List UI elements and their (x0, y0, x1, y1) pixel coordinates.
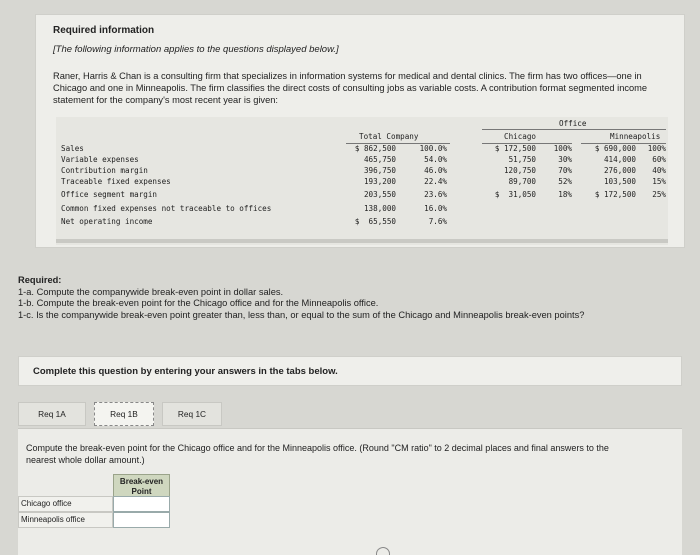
total-amount: 138,000 (363, 204, 396, 213)
label-contribution-margin: Contribution margin (61, 166, 148, 175)
minneapolis-percent: 25% (652, 190, 666, 199)
minneapolis-amount: 276,000 (603, 166, 636, 175)
total-amount: $ 862,500 (354, 144, 396, 153)
chicago-percent: 30% (558, 155, 572, 164)
label-sales: Sales (61, 144, 84, 153)
label-common-fixed: Common fixed expenses not traceable to offices (61, 204, 272, 213)
complete-instructions-panel (18, 356, 682, 386)
minneapolis-percent: 100% (647, 144, 666, 153)
chicago-percent: 52% (558, 177, 572, 186)
chicago-percent: 70% (558, 166, 572, 175)
total-amount: $ 65,550 (354, 217, 396, 226)
required-heading: Required: (18, 275, 62, 285)
office-header: Office (559, 119, 587, 128)
total-company-header: Total Company (359, 132, 419, 141)
minneapolis-percent: 15% (652, 177, 666, 186)
statement-divider (56, 239, 668, 243)
total-amount: 203,550 (363, 190, 396, 199)
table-row (18, 512, 170, 528)
total-amount: 396,750 (363, 166, 396, 175)
minneapolis-amount: $ 172,500 (594, 190, 636, 199)
required-item-1c: 1-c. Is the companywide break-even point greater than, less than, or equal to the sum of the Chicago and Minneapolis break-even points? (18, 309, 585, 320)
required-information-title: Required information (53, 25, 155, 36)
chicago-amount: $ 172,500 (494, 144, 536, 153)
chicago-percent: 100% (553, 144, 572, 153)
tab-req-1a[interactable]: Req 1A (18, 402, 86, 426)
chicago-break-even-input[interactable] (113, 496, 170, 512)
label-traceable-fixed: Traceable fixed expenses (61, 177, 171, 186)
required-item-1a: 1-a. Compute the companywide break-even point in dollar sales. (18, 286, 284, 297)
tab-req-1b[interactable]: Req 1B (94, 402, 154, 426)
row-label-minneapolis: Minneapolis office (18, 512, 113, 528)
chicago-amount: $ 31,050 (494, 190, 536, 199)
required-item-1b: 1-b. Compute the break-even point for the Chicago office and for the Minneapolis office. (18, 298, 379, 308)
total-percent: 54.0% (424, 155, 447, 164)
minneapolis-break-even-input[interactable] (113, 512, 170, 528)
chicago-amount: 51,750 (508, 155, 536, 164)
chicago-amount: 120,750 (503, 166, 536, 175)
tab-req-1c[interactable]: Req 1C (162, 402, 222, 426)
partial-icon (376, 547, 390, 555)
total-percent: 23.6% (424, 190, 447, 199)
required-section (18, 275, 682, 321)
minneapolis-amount: 414,000 (603, 155, 636, 164)
minneapolis-amount: 103,500 (603, 177, 636, 186)
complete-instructions-text: Complete this question by entering your answers in the tabs below. (33, 366, 338, 377)
label-net-operating-income: Net operating income (61, 217, 153, 226)
chicago-percent: 18% (558, 190, 572, 199)
total-percent: 46.0% (424, 166, 447, 175)
segmented-income-statement (56, 117, 668, 245)
total-amount: 193,200 (363, 177, 396, 186)
info-note: [The following information applies to the questions displayed below.] (53, 44, 339, 55)
total-percent: 16.0% (424, 204, 447, 213)
label-variable-expenses: Variable expenses (61, 155, 139, 164)
break-even-header: Break-even Point (113, 474, 170, 498)
total-percent: 22.4% (424, 177, 447, 186)
total-percent: 7.6% (428, 217, 447, 226)
minneapolis-amount: $ 690,000 (594, 144, 636, 153)
chicago-amount: 89,700 (508, 177, 536, 186)
total-amount: 465,750 (363, 155, 396, 164)
intro-paragraph: Raner, Harris & Chan is a consulting firm that specializes in information systems for medical and dental clinics. The firm has two offices—one in Chicago and one in Minneapolis. The firm classifies the direct costs of consulting jobs as variable costs. A contribution format segmented income statement for the company's most recent year is given: (53, 71, 648, 105)
row-label-chicago: Chicago office (18, 496, 113, 512)
minneapolis-percent: 40% (652, 166, 666, 175)
total-percent: 100.0% (419, 144, 447, 153)
minneapolis-header: Minneapolis (610, 132, 661, 141)
label-office-segment-margin: Office segment margin (61, 190, 158, 199)
minneapolis-percent: 60% (652, 155, 666, 164)
required-information-panel (35, 14, 685, 248)
office-underline (482, 129, 666, 130)
chicago-header: Chicago (504, 132, 537, 141)
table-row (18, 496, 170, 512)
instruction-text: Compute the break-even point for the Chicago office and for the Minneapolis office. (Round "CM ratio" to 2 decimal places and final answers to the nearest whole dollar amount.) (26, 443, 609, 465)
